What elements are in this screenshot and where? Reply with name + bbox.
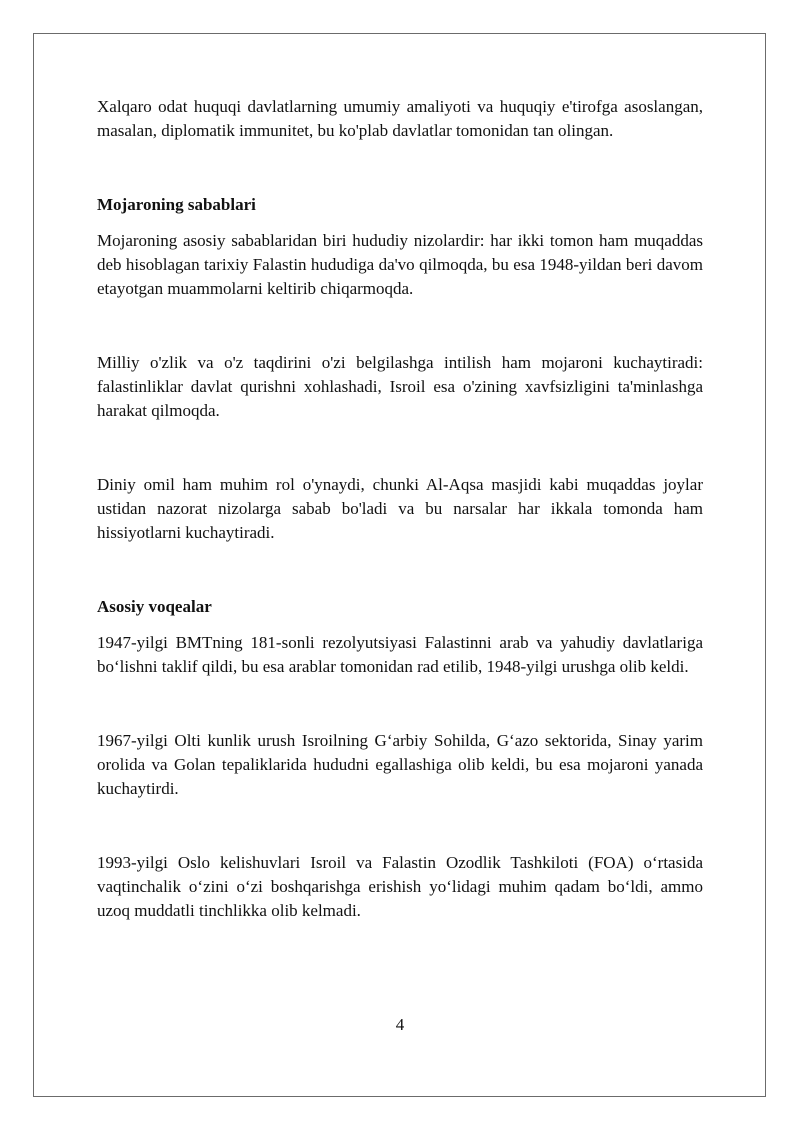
paragraph-six-day-war: 1967-yilgi Olti kunlik urush Isroilning G‘arbiy Sohilda, G‘azo sektorida, Sinay yarim orolida va Golan tepaliklarida hududni egallashiga olib keldi, bu esa mojaroni yanada kuchaytirdi. <box>97 731 703 798</box>
paragraph-religious-factor: Diniy omil ham muhim rol o'ynaydi, chunki Al-Aqsa masjidi kabi muqaddas joylar ustidan nazorat nizolarga sabab bo'ladi va bu narsalar har ikkala tomonda ham hissiyotlarni kuchaytiradi. <box>97 475 703 542</box>
paragraph-customary-law: Xalqaro odat huquqi davlatlarning umumiy amaliyoti va huquqiy e'tirofga asoslangan, masalan, diplomatik immunitet, bu ko'plab davlatlar tomonidan tan olingan. <box>97 97 703 140</box>
section-heading-events: Asosiy voqealar <box>97 597 212 616</box>
paragraph-oslo-accords: 1993-yilgi Oslo kelishuvlari Isroil va Falastin Ozodlik Tashkiloti (FOA) o‘rtasida vaqtinchalik o‘zini o‘zi boshqarishga erishish yo‘lidagi muhim qadam bo‘ldi, ammo uzoq muddatli tinchlikka olib kelmadi. <box>97 853 703 920</box>
paragraph-un-resolution: 1947-yilgi BMTning 181-sonli rezolyutsiyasi Falastinni arab va yahudiy davlatlariga bo‘lishni taklif qildi, bu esa arablar tomonidan rad etilib, 1948-yilgi urushga olib keldi. <box>97 633 703 676</box>
page-number: 4 <box>395 1015 405 1034</box>
paragraph-national-identity: Milliy o'zlik va o'z taqdirini o'zi belgilashga intilish ham mojaroni kuchaytiradi: falastinliklar davlat qurishni xohlashadi, Isroil esa o'zining xavfsizligini ta'minlashga harakat qilmoqda. <box>97 353 703 420</box>
paragraph-territorial-disputes: Mojaroning asosiy sabablaridan biri hududiy nizolardir: har ikki tomon ham muqaddas deb hisoblagan tarixiy Falastin hududiga da'vo qilmoqda, bu esa 1948-yildan beri davom etayotgan muammolarni keltirib chiqarmoqda. <box>97 231 703 298</box>
page-content <box>97 95 703 923</box>
section-heading-causes: Mojaroning sabablari <box>97 195 256 214</box>
